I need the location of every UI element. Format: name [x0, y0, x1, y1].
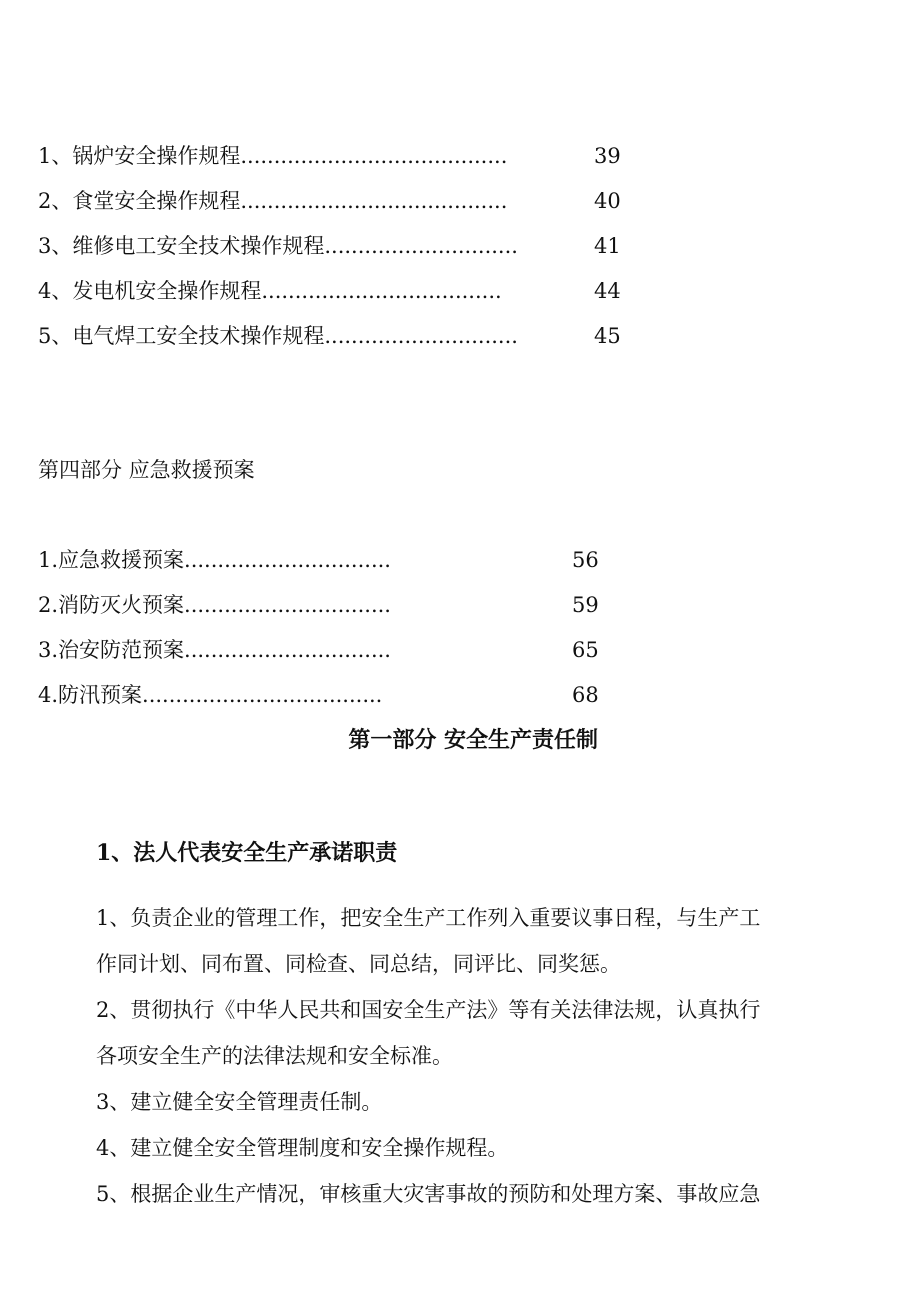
- toc-entry-label: 3.治安防范预案...............................: [38, 638, 391, 662]
- toc-entry: [38, 588, 568, 622]
- toc-section-heading: 第四部分 应急救援预案: [38, 458, 255, 482]
- article-title: 1、法人代表安全生产承诺职责: [96, 840, 398, 866]
- toc-entry-label: 3、维修电工安全技术操作规程.............................: [38, 234, 518, 258]
- paragraph-line: 各项安全生产的法律法规和安全标准。: [96, 1044, 453, 1068]
- toc-entry: [38, 678, 568, 712]
- paragraph-line: 4、建立健全安全管理制度和安全操作规程。: [96, 1136, 509, 1160]
- toc-page-number: 68: [572, 683, 599, 707]
- toc-entry-label: 1.应急救援预案...............................: [38, 548, 391, 572]
- toc-page-number: 39: [594, 144, 621, 168]
- paragraph-line: 1、负责企业的管理工作，把安全生产工作列入重要议事日程，与生产工: [96, 906, 761, 930]
- paragraph-line: 作同计划、同布置、同检查、同总结，同评比、同奖惩。: [96, 952, 621, 976]
- toc-page-number: 59: [572, 593, 599, 617]
- toc-entry-label: 4.防汛预案....................................: [38, 683, 383, 707]
- toc-entry-label: 1、锅炉安全操作规程........................................: [38, 144, 508, 168]
- paragraph-line: 5、根据企业生产情况，审核重大灾害事故的预防和处理方案、事故应急: [96, 1182, 761, 1206]
- toc-entry: [38, 184, 620, 218]
- toc-entry: [38, 274, 620, 308]
- part-title: 第一部分 安全生产责任制: [348, 727, 598, 753]
- toc-entry: [38, 543, 568, 577]
- toc-page-number: 56: [572, 548, 599, 572]
- toc-page-number: 65: [572, 638, 599, 662]
- toc-entry-label: 5、电气焊工安全技术操作规程.............................: [38, 324, 518, 348]
- toc-page-number: 45: [594, 324, 621, 348]
- toc-entry: [38, 319, 620, 353]
- toc-entry-label: 4、发电机安全操作规程....................................: [38, 279, 502, 303]
- toc-entry: [38, 229, 620, 263]
- toc-page-number: 44: [594, 279, 621, 303]
- toc-entry-label: 2.消防灭火预案...............................: [38, 593, 391, 617]
- paragraph-line: 2、贯彻执行《中华人民共和国安全生产法》等有关法律法规，认真执行: [96, 998, 761, 1022]
- toc-entry: [38, 139, 620, 173]
- paragraph-line: 3、建立健全安全管理责任制。: [96, 1090, 383, 1114]
- toc-page-number: 40: [594, 189, 621, 213]
- toc-entry: [38, 633, 568, 667]
- toc-page-number: 41: [594, 234, 621, 258]
- toc-entry-label: 2、食堂安全操作规程........................................: [38, 189, 508, 213]
